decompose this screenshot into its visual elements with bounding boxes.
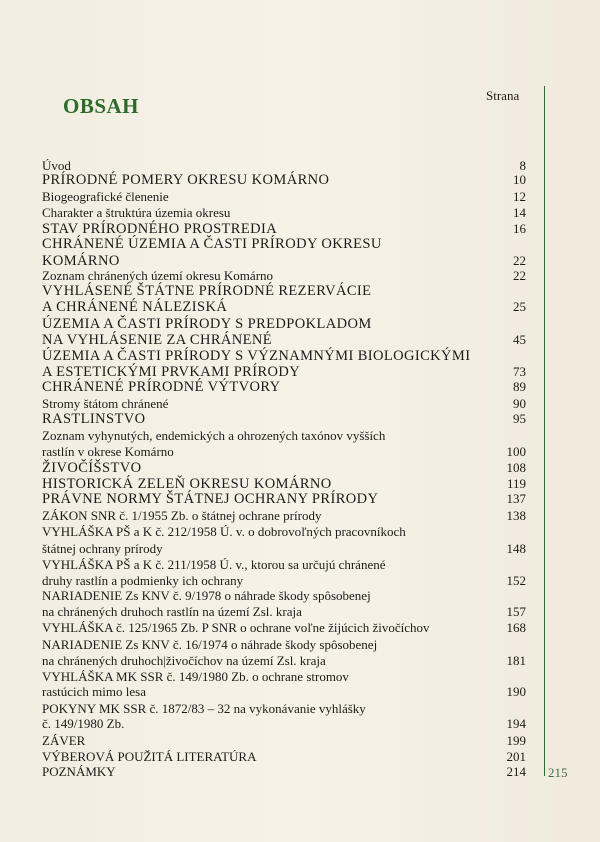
toc-entry-page: 25 <box>513 299 526 314</box>
toc-entry-text: POKYNY MK SSR č. 1872/83 – 32 na vykonávanie vyhlášky <box>42 701 366 716</box>
toc-entry-page: 73 <box>513 364 526 379</box>
toc-entry-text: VÝBEROVÁ POUŽITÁ LITERATÚRA <box>42 749 257 764</box>
toc-entry-text: štátnej ochrany prírody <box>42 541 163 556</box>
toc-entry-page: 14 <box>513 205 526 220</box>
toc-entry-text: na chránených druhoch|živočíchov na území Zsl. kraja <box>42 653 326 668</box>
toc-entry-text: A CHRÁNENÉ NÁLEZISKÁ <box>42 299 228 315</box>
toc-entry-text: druhy rastlín a podmienky ich ochrany <box>42 573 244 588</box>
toc-entry-text: CHRÁNENÉ PRÍRODNÉ VÝTVORY <box>42 379 281 395</box>
toc-entry-text: Úvod <box>42 158 71 173</box>
toc-entry-text: VYHLÁSENÉ ŠTÁTNE PRÍRODNÉ REZERVÁCIE <box>42 283 372 299</box>
toc-entry-text: Zoznam chránených území okresu Komárno <box>42 268 274 283</box>
toc-entry-page: 22 <box>513 253 526 268</box>
toc-entry-text: PRÍRODNÉ POMERY OKRESU KOMÁRNO <box>42 172 330 188</box>
toc-entry-text: NARIADENIE Zs KNV č. 9/1978 o náhrade škody spôsobenej <box>42 588 371 603</box>
toc-entry-page: 16 <box>513 221 526 236</box>
toc-entry-text: CHRÁNENÉ ÚZEMIA A ČASTI PRÍRODY OKRESU <box>42 236 382 252</box>
toc-entry-page: 148 <box>506 541 526 556</box>
toc-entry-text: ÚZEMIA A ČASTI PRÍRODY S VÝZNAMNÝMI BIOLOGICKÝMI <box>42 348 471 364</box>
toc-entry-page: 119 <box>506 476 526 491</box>
toc-entry-page: 90 <box>513 396 526 411</box>
toc-entry-page: 8 <box>519 158 526 173</box>
toc-entry-page: 137 <box>506 491 526 506</box>
toc-entry-text: PRÁVNE NORMY ŠTÁTNEJ OCHRANY PRÍRODY <box>42 491 379 507</box>
toc-entry-page: 138 <box>506 508 526 523</box>
toc-entry-text: Charakter a štruktúra územia okresu <box>42 205 231 220</box>
toc-entry-page: 22 <box>513 268 526 283</box>
toc-entry-text: NA VYHLÁSENIE ZA CHRÁNENÉ <box>42 332 273 348</box>
toc-entry-text: ÚZEMIA A ČASTI PRÍRODY S PREDPOKLADOM <box>42 316 372 332</box>
toc-entry-text: VYHLÁŠKA PŠ a K č. 212/1958 Ú. v. o dobrovoľných pracovníkoch <box>42 524 406 539</box>
toc-entry-page: 89 <box>513 379 526 394</box>
toc-entry-text: ŽIVOČÍŠSTVO <box>42 460 142 476</box>
toc-entry-page: 108 <box>506 460 526 475</box>
toc-entry-text: VYHLÁŠKA MK SSR č. 149/1980 Zb. o ochrane stromov <box>42 669 349 684</box>
toc-entry-page: 199 <box>506 733 526 748</box>
toc-entry-text: A ESTETICKÝMI PRVKAMI PRÍRODY <box>42 364 301 380</box>
toc-entry-text: ZÁVER <box>42 733 86 748</box>
toc-entry-page: 181 <box>506 653 526 668</box>
toc-entry-page: 214 <box>506 764 526 779</box>
toc-entry-text: VYHLÁŠKA č. 125/1965 Zb. P SNR o ochrane voľne žijúcich živočíchov <box>42 620 430 635</box>
toc-entry-page: 201 <box>506 749 526 764</box>
toc-entry-page: 157 <box>506 604 526 619</box>
toc-entry-text: POZNÁMKY <box>42 764 116 779</box>
toc-entry-text: Biogeografické členenie <box>42 189 169 204</box>
page-title: OBSAH <box>63 94 140 118</box>
toc-entry-text: Zoznam vyhynutých, endemických a ohrozených taxónov vyšších <box>42 428 386 443</box>
toc-entry-page: 100 <box>506 444 526 459</box>
toc-entry-page: 168 <box>506 620 526 635</box>
page-column-label: Strana <box>486 88 520 103</box>
toc-entry-text: NARIADENIE Zs KNV č. 16/1974 o náhrade škody spôsobenej <box>42 637 378 652</box>
toc-entry-page: 10 <box>513 172 526 187</box>
toc-entry-text: Stromy štátom chránené <box>42 396 169 411</box>
toc-entry-page: 95 <box>513 411 526 426</box>
toc-entry-text: na chránených druhoch rastlín na území Zsl. kraja <box>42 604 302 619</box>
toc-entry-text: rastlín v okrese Komárno <box>42 444 174 459</box>
toc-entry-page: 190 <box>506 684 526 699</box>
toc-entry-text: KOMÁRNO <box>42 253 120 269</box>
toc-entry-page: 194 <box>506 716 526 731</box>
toc-entry-text: HISTORICKÁ ZELEŇ OKRESU KOMÁRNO <box>42 476 332 492</box>
toc-entry-page: 45 <box>513 332 526 347</box>
toc-entry-text: rastúcich mimo lesa <box>42 684 146 699</box>
toc-entry-text: STAV PRÍRODNÉHO PROSTREDIA <box>42 221 278 237</box>
toc-entry-text: VYHLÁŠKA PŠ a K č. 211/1958 Ú. v., ktorou sa určujú chránené <box>42 557 386 572</box>
toc-entry-page: 12 <box>513 189 526 204</box>
toc-entry-text: ZÁKON SNR č. 1/1955 Zb. o štátnej ochrane prírody <box>42 508 322 523</box>
folio-page-number: 215 <box>548 765 568 780</box>
toc-entry-text: RASTLINSTVO <box>42 411 146 427</box>
toc-entry-text: č. 149/1980 Zb. <box>42 716 125 731</box>
toc-entry-page: 152 <box>506 573 526 588</box>
